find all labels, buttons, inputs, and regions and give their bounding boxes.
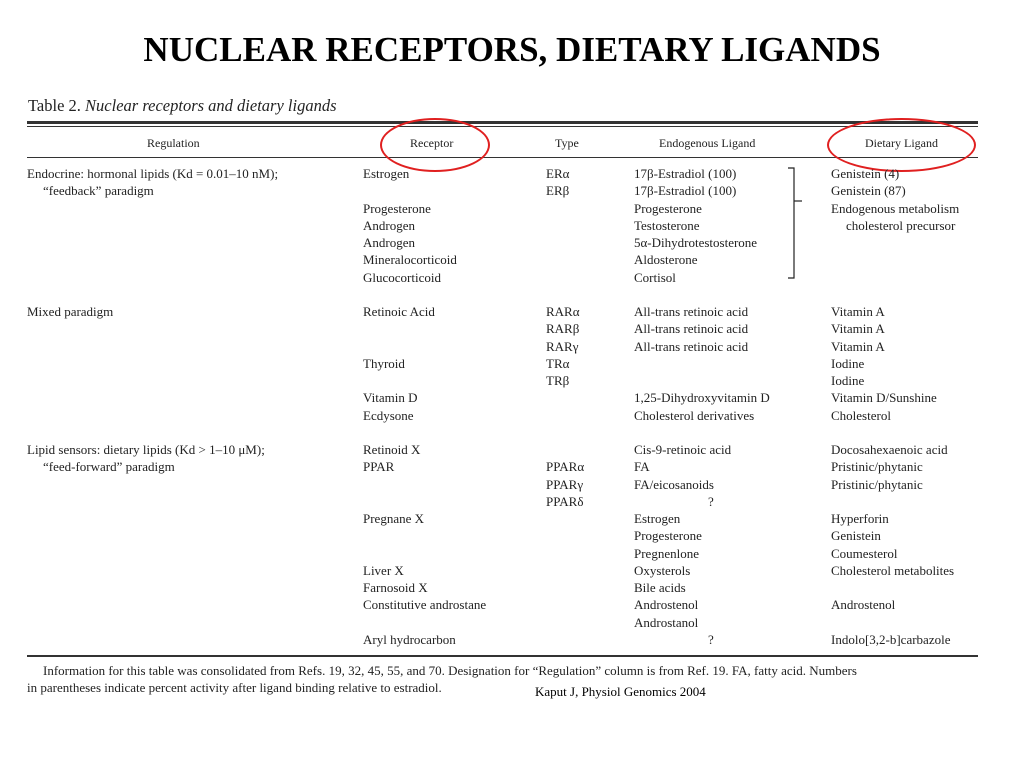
cell-endogenous: 5α-Dihydrotestosterone xyxy=(634,235,758,250)
dietary-ligand-highlight-ellipse xyxy=(827,118,976,172)
header-receptor: Receptor xyxy=(410,136,454,150)
cell-type: TRα xyxy=(546,355,570,371)
cell-dietary: Cholesterol xyxy=(831,407,891,423)
cell-endogenous: All-trans retinoic acid xyxy=(634,321,749,337)
cell-dietary: Endogenous metabolism xyxy=(831,200,960,216)
cell-endogenous: ? xyxy=(708,631,714,647)
cell-dietary: Genistein xyxy=(831,528,881,544)
cell-dietary: Vitamin A xyxy=(831,338,885,354)
cell-type: PPARδ xyxy=(546,493,584,509)
cell-receptor: PPAR xyxy=(363,459,395,475)
cell-endogenous: All-trans retinoic acid xyxy=(634,304,749,319)
cell-endogenous: ? xyxy=(708,493,714,509)
cell-type: PPARγ xyxy=(546,476,584,492)
cell-dietary: Docosahexaenoic acid xyxy=(831,442,948,457)
cell-receptor: Aryl hydrocarbon xyxy=(363,631,456,647)
cell-endogenous: All-trans retinoic acid xyxy=(634,338,749,354)
cell-endogenous: Androstanol xyxy=(634,614,699,630)
cell-endogenous: Estrogen xyxy=(634,511,681,526)
cell-dietary: Pristinic/phytanic xyxy=(831,476,923,492)
bottom-rule xyxy=(27,655,978,657)
cell-endogenous: Androstenol xyxy=(634,597,699,613)
table-caption-text: Nuclear receptors and dietary ligands xyxy=(85,96,337,115)
cell-receptor: Mineralocorticoid xyxy=(363,252,457,268)
cell-endogenous: Pregnenlone xyxy=(634,545,699,561)
cell-endogenous: 17β-Estradiol (100) xyxy=(634,183,737,199)
cell-dietary: Vitamin D/Sunshine xyxy=(831,390,937,406)
cell-dietary: Vitamin A xyxy=(831,321,885,337)
cell-dietary: Pristinic/phytanic xyxy=(831,459,923,475)
cell-type: RARα xyxy=(546,304,580,319)
cell-endogenous: Testosterone xyxy=(634,217,700,233)
cell-endogenous: FA/eicosanoids xyxy=(634,476,714,492)
slide-title: NUCLEAR RECEPTORS, DIETARY LIGANDS xyxy=(143,30,881,69)
cell-endogenous: Oxysterols xyxy=(634,562,691,578)
group-regulation-lipid-sensors: Lipid sensors: dietary lipids (Kd > 1–10 μM); “feed-forward” paradigm xyxy=(27,442,265,474)
cell-endogenous: Cortisol xyxy=(634,269,676,285)
cell-receptor: Liver X xyxy=(363,562,404,578)
table-caption-label: Table 2. xyxy=(28,96,81,115)
cell-dietary: Iodine xyxy=(831,355,865,371)
cell-dietary: Androstenol xyxy=(831,597,896,613)
cell-endogenous: Bile acids xyxy=(634,580,686,595)
cell-type: TRβ xyxy=(546,373,570,388)
footnote-line-1: Information for this table was consolidated from Refs. 19, 32, 45, 55, and 70. Designation for “Regulation” column is from Ref. 19. FA, fatty acid. Numbers xyxy=(43,663,857,678)
cell-receptor: Retinoic Acid xyxy=(363,304,435,319)
cell-type: ERβ xyxy=(546,183,570,199)
cell-dietary: Hyperforin xyxy=(831,511,889,526)
header-regulation: Regulation xyxy=(147,136,200,150)
footnote-line-2: in parentheses indicate percent activity after ligand binding relative to estradiol. xyxy=(27,680,442,695)
cell-type: RARγ xyxy=(546,338,579,354)
table-footnote xyxy=(27,662,982,696)
cell-endogenous: 1,25-Dihydroxyvitamin D xyxy=(634,390,770,406)
top-rule xyxy=(27,121,978,124)
cell-dietary: Vitamin A xyxy=(831,304,885,319)
cell-receptor: Constitutive androstane xyxy=(363,597,487,613)
header-endogenous-ligand: Endogenous Ligand xyxy=(659,136,756,150)
cell-receptor: Farnosoid X xyxy=(363,580,428,595)
group-regulation-endocrine: Endocrine: hormonal lipids (Kd = 0.01–10 nM); “feedback” paradigm xyxy=(27,166,279,198)
citation-credit: Kaput J, Physiol Genomics 2004 xyxy=(535,684,706,699)
cell-dietary: Cholesterol metabolites xyxy=(831,562,955,578)
cell-endogenous: Progesterone xyxy=(634,200,702,216)
header-type: Type xyxy=(555,136,579,150)
cell-receptor: Glucocorticoid xyxy=(363,269,441,285)
cell-dietary: Genistein (87) xyxy=(831,183,906,199)
table-caption xyxy=(28,96,337,116)
cell-type: RARβ xyxy=(546,321,580,337)
cell-type: ERα xyxy=(546,166,570,181)
endocrine-bracket xyxy=(786,166,806,286)
cell-receptor: Estrogen xyxy=(363,166,410,181)
cell-dietary: Indolo[3,2-b]carbazole xyxy=(831,631,951,647)
top-rule-thin xyxy=(27,126,978,127)
cell-endogenous: Aldosterone xyxy=(634,252,698,268)
cell-dietary: cholesterol precursor xyxy=(846,217,956,233)
cell-receptor: Androgen xyxy=(363,235,415,250)
cell-endogenous: Cis-9-retinoic acid xyxy=(634,442,732,457)
group-regulation-mixed: Mixed paradigm xyxy=(27,304,114,319)
cell-dietary: Iodine xyxy=(831,373,865,388)
receptor-highlight-ellipse xyxy=(380,118,490,172)
cell-receptor: Thyroid xyxy=(363,355,405,371)
cell-receptor: Androgen xyxy=(363,217,415,233)
cell-receptor: Vitamin D xyxy=(363,390,418,406)
cell-receptor: Retinoid X xyxy=(363,442,421,457)
cell-receptor: Pregnane X xyxy=(363,511,425,526)
cell-dietary: Genistein (4) xyxy=(831,166,900,181)
cell-endogenous: FA xyxy=(634,459,650,475)
cell-endogenous: Cholesterol derivatives xyxy=(634,407,755,423)
header-dietary-ligand: Dietary Ligand xyxy=(865,136,938,150)
cell-endogenous: 17β-Estradiol (100) xyxy=(634,166,737,181)
cell-endogenous: Progesterone xyxy=(634,528,702,544)
cell-receptor: Progesterone xyxy=(363,200,431,216)
cell-dietary: Coumesterol xyxy=(831,545,898,561)
cell-receptor: Ecdysone xyxy=(363,407,414,423)
cell-type: PPARα xyxy=(546,459,585,475)
